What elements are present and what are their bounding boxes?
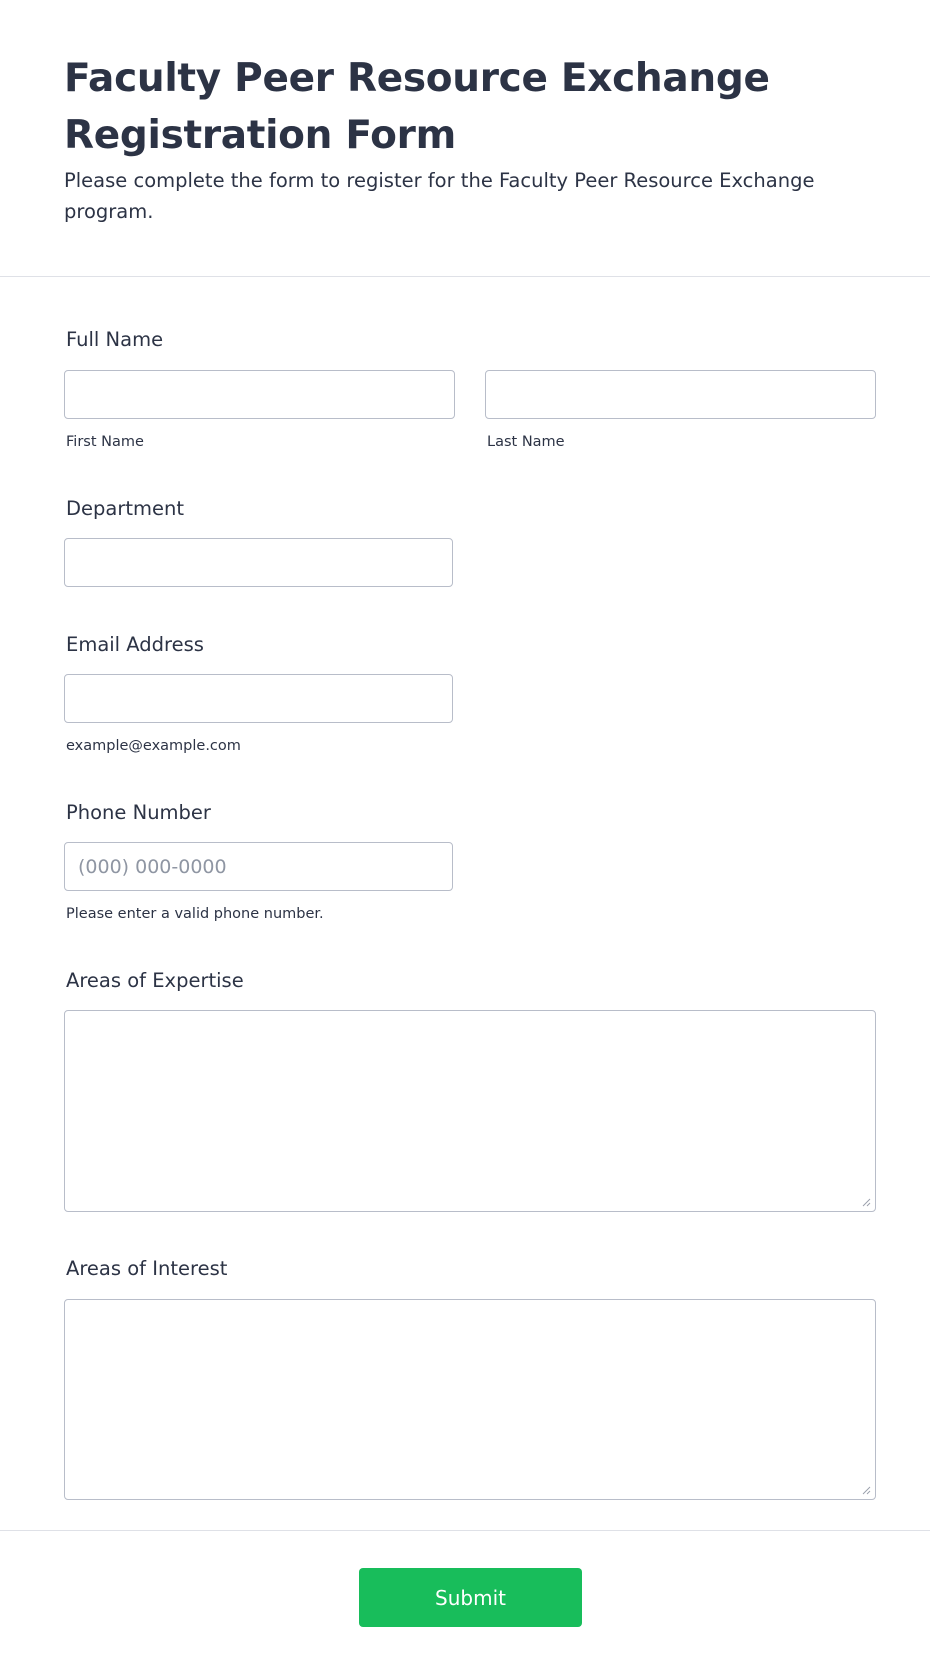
form-title: Faculty Peer Resource Exchange Registration Form	[64, 56, 770, 158]
first-name-sublabel: First Name	[66, 434, 144, 450]
email-label: Email Address	[66, 633, 204, 656]
last-name-sublabel: Last Name	[487, 434, 565, 450]
expertise-textarea[interactable]	[64, 1010, 876, 1212]
email-input[interactable]	[64, 674, 453, 723]
email-sublabel: example@example.com	[66, 738, 241, 754]
form-subtitle: Please complete the form to register for the Faculty Peer Resource Exchange program.	[64, 169, 815, 223]
last-name-input[interactable]	[485, 370, 876, 419]
resize-grip-icon[interactable]	[861, 1485, 871, 1495]
expertise-label: Areas of Expertise	[66, 969, 244, 992]
phone-sublabel: Please enter a valid phone number.	[66, 906, 324, 922]
phone-label: Phone Number	[66, 801, 211, 824]
form-header	[0, 0, 930, 277]
phone-input[interactable]	[64, 842, 453, 891]
interest-label: Areas of Interest	[66, 1257, 228, 1280]
department-label: Department	[66, 497, 184, 520]
full-name-label: Full Name	[66, 328, 164, 351]
resize-grip-icon[interactable]	[861, 1197, 871, 1207]
submit-button[interactable]: Submit	[359, 1568, 582, 1627]
interest-textarea[interactable]	[64, 1299, 876, 1500]
department-input[interactable]	[64, 538, 453, 587]
first-name-input[interactable]	[64, 370, 455, 419]
